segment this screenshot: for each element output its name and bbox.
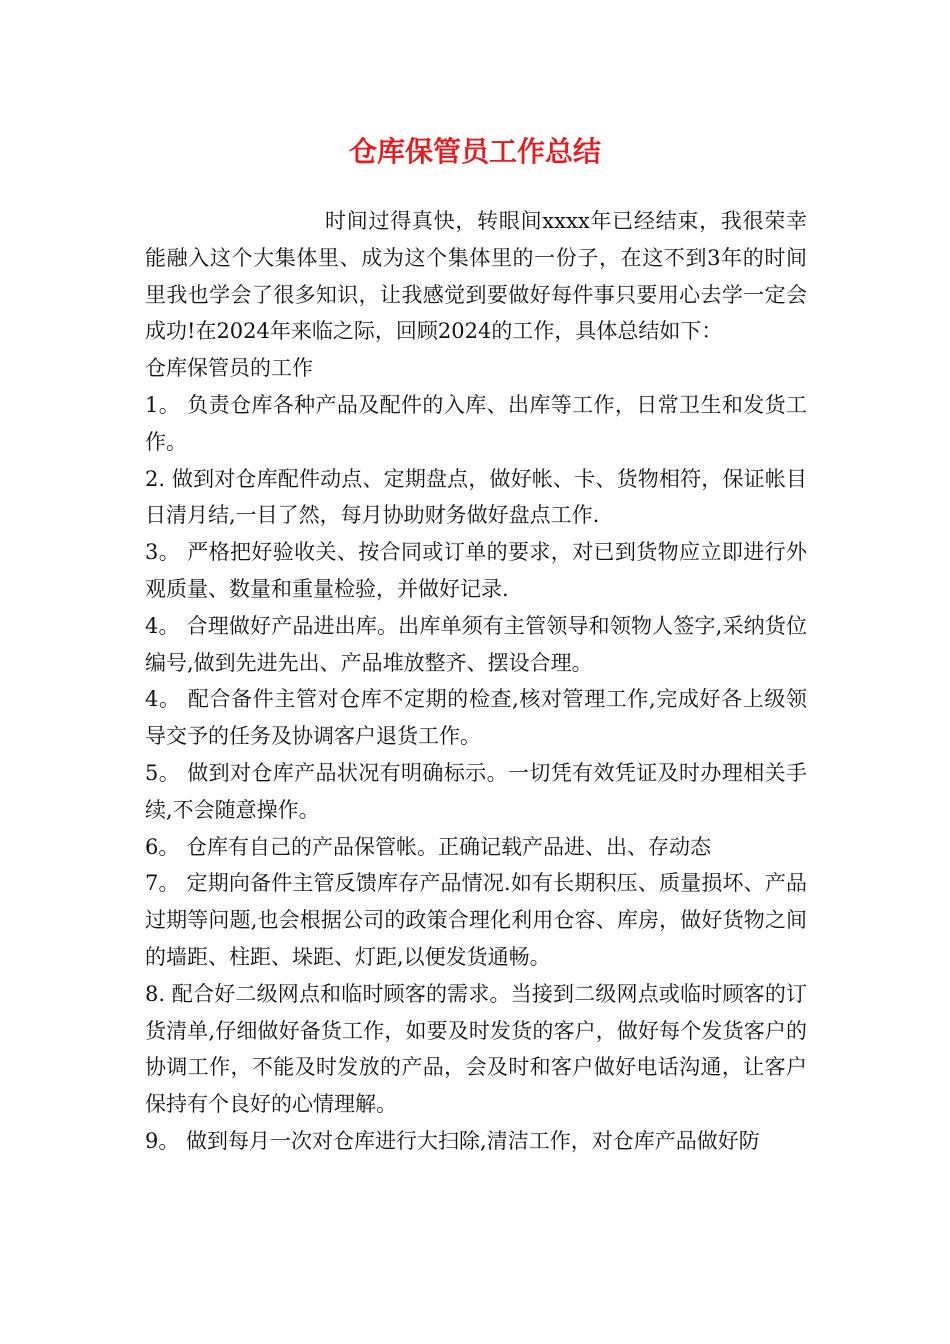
list-item: 5。 做到对仓库产品状况有明确标示。一切凭有效凭证及时办理相关手续,不会随意操作。: [145, 760, 807, 822]
list-item: 2. 做到对仓库配件动点、定期盘点，做好帐、卡、货物相符，保证帐目日清月结,一目了然，每月协助财务做好盘点工作.: [145, 466, 807, 528]
list-item: 3。 严格把好验收关、按合同或订单的要求，对已到货物应立即进行外观质量、数量和重量检验，并做好记录.: [145, 540, 807, 601]
document-body: [145, 203, 807, 1160]
list-item: 9。 做到每月一次对仓库进行大扫除,清洁工作，对仓库产品做好防: [145, 1128, 760, 1153]
list-item: 4。 配合备件主管对仓库不定期的检查,核对管理工作,完成好各上级领导交予的任务及协调客户退货工作。: [145, 687, 807, 749]
document-title: 仓库保管员工作总结: [348, 135, 601, 168]
section-heading: 仓库保管员的工作: [145, 356, 313, 381]
list-item: 4。 合理做好产品进出库。出库单须有主管领导和领物人签字,采纳货位编号,做到先进先出、产品堆放整齐、摆设合理。: [145, 613, 807, 675]
list-item: 7。 定期向备件主管反馈库存产品情况.如有长期积压、质量损坏、产品过期等问题,也会根据公司的政策合理化利用仓容、库房，做好货物之间的墙距、柱距、垛距、灯距,以便发货通畅。: [145, 871, 807, 969]
list-item: 1。 负责仓库各种产品及配件的入库、出库等工作，日常卫生和发货工作。: [145, 392, 807, 454]
list-item: 6。 仓库有自己的产品保管帐。正确记载产品进、出、存动态: [145, 834, 712, 859]
intro-paragraph: 时间过得真快，转眼间xxxx年已经结束，我很荣幸能融入这个大集体里、成为这个集体里的一份子，在这不到3年的时间里我也学会了很多知识，让我感觉到要做好每件事只要用心去学一定会成功!在2024年来临之际，回顾2024的工作，具体总结如下：: [145, 209, 807, 344]
list-item: 8. 配合好二级网点和临时顾客的需求。当接到二级网点或临时顾客的订货清单,仔细做好备货工作，如要及时发货的客户，做好每个发货客户的协调工作，不能及时发放的产品，会及时和客户做好电话沟通，让客户保持有个良好的心情理解。: [145, 981, 807, 1117]
